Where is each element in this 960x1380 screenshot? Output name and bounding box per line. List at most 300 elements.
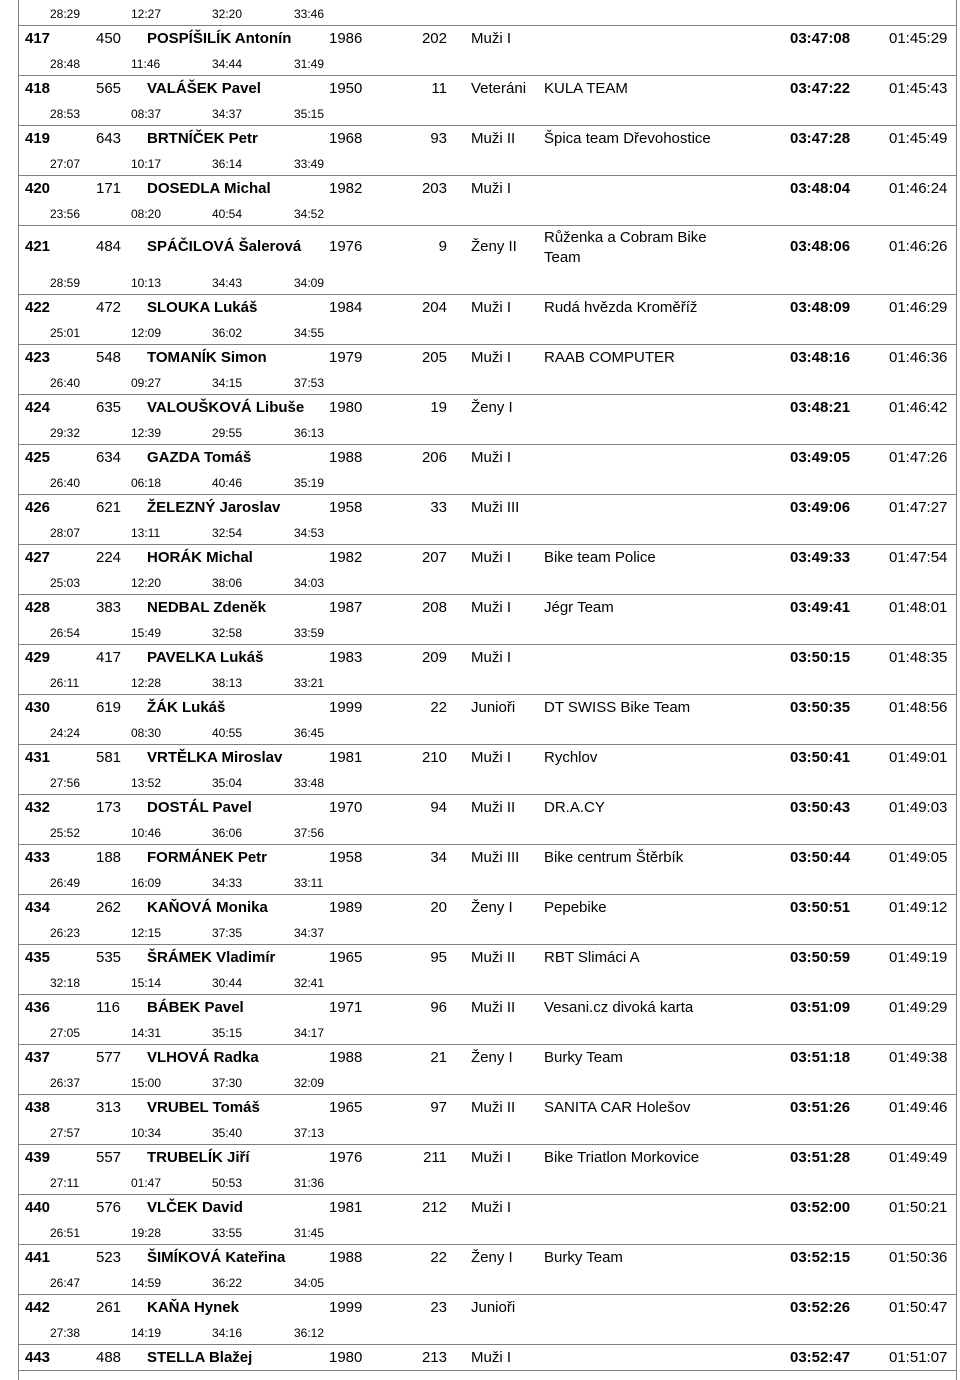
result-row [0,126,960,151]
cell-team: Burky Team [544,1249,623,1266]
cell-place: 443 [25,1349,51,1366]
split-row [0,620,960,645]
cell-time: 03:48:21 [790,399,851,416]
split-row [0,970,960,995]
split-time: 12:20 [131,576,162,590]
cell-year: 1986 [329,30,363,47]
cell-name: STELLA Blažej [147,1349,253,1366]
cell-place: 439 [25,1149,51,1166]
split-time: 34:33 [212,876,243,890]
result-row [0,176,960,201]
split-time: 35:15 [212,1026,243,1040]
cell-name: KAŇOVÁ Monika [147,899,268,916]
result-row [0,1095,960,1120]
cell-bib: 535 [96,949,122,966]
cell-gap: 01:49:38 [889,1049,948,1066]
cell-category: Junioři [471,699,516,716]
split-time: 24:24 [50,726,81,740]
cell-category: Muži II [471,130,516,147]
split-time: 40:46 [212,476,243,490]
cell-name: POSPÍŠILÍK Antonín [147,30,292,47]
cell-bib: 565 [96,80,122,97]
split-time: 28:59 [50,276,81,290]
cell-gap: 01:49:46 [889,1099,948,1116]
split-time: 34:17 [294,1026,325,1040]
split-time: 37:30 [212,1076,243,1090]
split-time: 40:54 [212,207,243,221]
split-time: 26:54 [50,626,81,640]
cell-team: Bike Triatlon Morkovice [544,1149,700,1166]
cell-year: 1980 [329,399,363,416]
cell-name: PAVELKA Lukáš [147,649,264,666]
cell-bib: 188 [96,849,122,866]
split-row [0,101,960,126]
split-time: 35:40 [212,1126,243,1140]
cell-name: TOMANÍK Simon [147,349,267,366]
split-time: 34:16 [212,1326,243,1340]
cell-year: 1971 [329,999,363,1016]
cell-bib: 643 [96,130,122,147]
split-row [0,1170,960,1195]
split-time: 12:15 [131,926,162,940]
result-row [0,345,960,370]
cell-bib: 116 [96,999,120,1016]
split-time: 14:19 [131,1326,162,1340]
cell-time: 03:52:15 [790,1249,851,1266]
split-time: 33:11 [294,876,324,890]
cell-place: 432 [25,799,51,816]
cell-name: DOSTÁL Pavel [147,799,252,816]
cell-cat-rank: 33 [430,499,447,516]
split-time: 37:56 [294,826,325,840]
split-time: 14:31 [131,1026,162,1040]
cell-place: 420 [25,180,51,197]
cell-place: 419 [25,130,51,147]
cell-gap: 01:46:42 [889,399,948,416]
cell-category: Muži I [471,749,512,766]
cell-cat-rank: 209 [421,649,447,666]
cell-category: Muži III [471,849,520,866]
cell-name: ŠIMÍKOVÁ Kateřina [147,1249,286,1266]
cell-category: Ženy I [471,899,513,916]
result-row [0,26,960,51]
cell-year: 1988 [329,449,363,466]
cell-place: 435 [25,949,51,966]
split-time: 15:14 [131,976,162,990]
split-time: 36:06 [212,826,243,840]
cell-cat-rank: 19 [430,399,447,416]
cell-team: RBT Slimáci A [544,949,640,966]
split-3: 32:20 [212,7,243,21]
cell-bib: 634 [96,449,122,466]
split-time: 25:52 [50,826,81,840]
cell-year: 1979 [329,349,363,366]
cell-year: 1982 [329,549,363,566]
split-time: 10:13 [131,276,162,290]
cell-category: Ženy I [471,399,513,416]
cell-category: Muži I [471,349,512,366]
cell-cat-rank: 204 [421,299,447,316]
cell-team: RAAB COMPUTER [544,349,675,366]
cell-time: 03:50:43 [790,799,851,816]
cell-time: 03:50:35 [790,699,851,716]
cell-gap: 01:50:47 [889,1299,948,1316]
split-time: 31:45 [294,1226,325,1240]
cell-bib: 635 [96,399,122,416]
cell-time: 03:51:28 [790,1149,851,1166]
cell-bib: 261 [96,1299,122,1316]
split-time: 36:22 [212,1276,243,1290]
split-row [0,520,960,545]
split-time: 12:28 [131,676,162,690]
cell-time: 03:48:06 [790,238,851,255]
cell-time: 03:50:51 [790,899,851,916]
split-time: 33:21 [294,676,325,690]
cell-team: Bike team Police [544,549,656,566]
cell-team: SANITA CAR Holešov [544,1099,691,1116]
cell-place: 437 [25,1049,51,1066]
split-row [0,1120,960,1145]
row-divider [18,1370,956,1371]
cell-gap: 01:47:26 [889,449,948,466]
cell-bib: 577 [96,1049,122,1066]
cell-gap: 01:49:19 [889,949,948,966]
split-time: 31:36 [294,1176,325,1190]
split-time: 13:11 [131,526,161,540]
cell-name: KAŇA Hynek [147,1299,239,1316]
cell-name: BÁBEK Pavel [147,999,244,1016]
cell-gap: 01:46:26 [889,238,948,255]
cell-name: FORMÁNEK Petr [147,849,268,866]
cell-name: SLOUKA Lukáš [147,299,258,316]
result-row [0,1195,960,1220]
split-time: 27:57 [50,1126,81,1140]
cell-name: BRTNÍČEK Petr [147,130,258,147]
cell-name: VRUBEL Tomáš [147,1099,260,1116]
cell-year: 1999 [329,1299,363,1316]
split-time: 28:53 [50,107,81,121]
split-time: 01:47 [131,1176,162,1190]
cell-name: DOSEDLA Michal [147,180,271,197]
split-2: 12:27 [131,7,162,21]
split-time: 34:37 [294,926,325,940]
split-time: 08:20 [131,207,162,221]
cell-year: 1984 [329,299,363,316]
cell-place: 436 [25,999,51,1016]
cell-cat-rank: 94 [430,799,447,816]
split-time: 34:43 [212,276,243,290]
cell-cat-rank: 208 [421,599,447,616]
cell-gap: 01:48:56 [889,699,948,716]
split-time: 10:17 [131,157,162,171]
split-time: 30:44 [212,976,243,990]
top-split-row [0,5,960,25]
split-time: 26:11 [50,676,80,690]
cell-gap: 01:49:05 [889,849,948,866]
cell-cat-rank: 211 [423,1149,447,1166]
split-time: 35:15 [294,107,325,121]
cell-gap: 01:47:54 [889,549,948,566]
cell-cat-rank: 9 [438,238,447,255]
cell-cat-rank: 206 [421,449,447,466]
split-time: 35:19 [294,476,325,490]
cell-year: 1976 [329,238,363,255]
cell-time: 03:49:05 [790,449,851,466]
cell-year: 1988 [329,1049,363,1066]
cell-place: 425 [25,449,51,466]
cell-time: 03:48:09 [790,299,851,316]
split-time: 34:03 [294,576,325,590]
split-time: 33:59 [294,626,325,640]
cell-category: Muži I [471,649,512,666]
cell-gap: 01:45:43 [889,80,948,97]
cell-category: Muži II [471,949,516,966]
cell-cat-rank: 95 [430,949,447,966]
split-time: 10:46 [131,826,162,840]
split-time: 26:51 [50,1226,81,1240]
result-row [0,795,960,820]
result-row [0,226,960,270]
split-row [0,1270,960,1295]
split-row [0,51,960,76]
cell-time: 03:50:44 [790,849,851,866]
cell-place: 422 [25,299,51,316]
split-time: 27:05 [50,1026,81,1040]
cell-place: 421 [25,238,51,255]
split-row [0,720,960,745]
split-row [0,201,960,226]
split-row [0,320,960,345]
result-row [0,1295,960,1320]
split-time: 33:49 [294,157,325,171]
split-row [0,370,960,395]
split-time: 37:35 [212,926,243,940]
cell-place: 438 [25,1099,51,1116]
split-time: 12:39 [131,426,162,440]
split-time: 37:53 [294,376,325,390]
cell-year: 1965 [329,1099,363,1116]
cell-year: 1981 [329,1199,363,1216]
cell-place: 427 [25,549,51,566]
cell-cat-rank: 202 [421,30,447,47]
split-time: 34:52 [294,207,325,221]
cell-team: Jégr Team [544,599,614,616]
result-row [0,1345,960,1370]
cell-name: VRTĚLKA Miroslav [147,749,283,766]
cell-place: 442 [25,1299,51,1316]
cell-time: 03:52:47 [790,1349,851,1366]
cell-time: 03:51:09 [790,999,851,1016]
cell-time: 03:47:08 [790,30,851,47]
cell-year: 1958 [329,499,363,516]
cell-cat-rank: 22 [430,1249,447,1266]
split-time: 34:37 [212,107,243,121]
split-time: 38:06 [212,576,243,590]
split-time: 27:11 [50,1176,80,1190]
cell-bib: 548 [96,349,122,366]
split-time: 40:55 [212,726,243,740]
cell-cat-rank: 20 [430,899,447,916]
split-time: 28:07 [50,526,81,540]
cell-category: Muži I [471,30,512,47]
cell-place: 417 [25,30,51,47]
cell-year: 1981 [329,749,363,766]
result-row [0,395,960,420]
cell-bib: 619 [96,699,122,716]
cell-bib: 173 [96,799,122,816]
split-time: 37:13 [294,1126,325,1140]
split-time: 25:01 [50,326,81,340]
cell-cat-rank: 210 [421,749,447,766]
cell-gap: 01:49:03 [889,799,948,816]
split-time: 11:46 [131,57,161,71]
cell-year: 1950 [329,80,363,97]
split-time: 06:18 [131,476,162,490]
cell-category: Muži I [471,1349,512,1366]
split-time: 32:58 [212,626,243,640]
cell-bib: 484 [96,238,122,255]
cell-category: Veteráni [471,80,527,97]
cell-gap: 01:45:49 [889,130,948,147]
split-row [0,1320,960,1345]
split-time: 12:09 [131,326,162,340]
split-time: 13:52 [131,776,162,790]
cell-time: 03:47:28 [790,130,851,147]
split-time: 25:03 [50,576,81,590]
cell-gap: 01:47:27 [889,499,948,516]
cell-year: 1989 [329,899,363,916]
cell-year: 1983 [329,649,363,666]
cell-place: 431 [25,749,51,766]
cell-time: 03:50:15 [790,649,851,666]
cell-place: 441 [25,1249,51,1266]
cell-year: 1988 [329,1249,363,1266]
cell-cat-rank: 205 [421,349,447,366]
split-time: 26:49 [50,876,81,890]
cell-gap: 01:48:35 [889,649,948,666]
cell-bib: 576 [96,1199,122,1216]
cell-gap: 01:45:29 [889,30,948,47]
cell-gap: 01:46:36 [889,349,948,366]
cell-cat-rank: 93 [430,130,447,147]
split-time: 15:49 [131,626,162,640]
split-row [0,920,960,945]
split-row [0,820,960,845]
split-time: 10:34 [131,1126,162,1140]
cell-name: ŠRÁMEK Vladimír [147,949,276,966]
cell-category: Muži I [471,549,512,566]
split-row [0,770,960,795]
cell-bib: 472 [96,299,122,316]
cell-team: Burky Team [544,1049,623,1066]
cell-category: Muži I [471,1199,512,1216]
cell-time: 03:51:18 [790,1049,851,1066]
cell-team: Vesani.cz divoká karta [544,999,694,1016]
cell-category: Ženy II [471,238,517,255]
cell-gap: 01:48:01 [889,599,948,616]
cell-cat-rank: 213 [421,1349,447,1366]
split-time: 27:56 [50,776,81,790]
cell-bib: 313 [96,1099,122,1116]
cell-category: Muži I [471,599,512,616]
split-time: 36:12 [294,1326,325,1340]
split-time: 26:23 [50,926,81,940]
cell-category: Muži I [471,1149,512,1166]
cell-category: Junioři [471,1299,516,1316]
cell-year: 1980 [329,1349,363,1366]
split-time: 09:27 [131,376,162,390]
cell-gap: 01:46:29 [889,299,948,316]
cell-cat-rank: 96 [430,999,447,1016]
result-row [0,495,960,520]
split-time: 38:13 [212,676,243,690]
cell-team: Pepebike [544,899,607,916]
cell-bib: 581 [96,749,122,766]
cell-year: 1965 [329,949,363,966]
cell-team: KULA TEAM [544,80,628,97]
cell-name: SPÁČILOVÁ Šalerová [147,238,302,255]
result-row [0,1245,960,1270]
cell-category: Muži III [471,499,520,516]
cell-year: 1958 [329,849,363,866]
split-time: 23:56 [50,207,81,221]
split-row [0,420,960,445]
cell-category: Muži II [471,1099,516,1116]
cell-cat-rank: 11 [431,80,447,97]
split-time: 34:09 [294,276,325,290]
split-time: 33:48 [294,776,325,790]
cell-time: 03:52:00 [790,1199,851,1216]
split-row [0,670,960,695]
cell-name: ŽELEZNÝ Jaroslav [147,499,281,516]
cell-year: 1982 [329,180,363,197]
cell-cat-rank: 207 [421,549,447,566]
cell-year: 1999 [329,699,363,716]
cell-bib: 262 [96,899,122,916]
cell-team: Rudá hvězda Kroměříž [544,299,698,316]
cell-place: 429 [25,649,51,666]
cell-cat-rank: 34 [430,849,447,866]
split-time: 35:04 [212,776,243,790]
split-time: 26:40 [50,476,81,490]
cell-team: Bike centrum Štěrbík [544,849,684,866]
cell-gap: 01:49:29 [889,999,948,1016]
split-row [0,1220,960,1245]
result-row [0,545,960,570]
cell-time: 03:52:26 [790,1299,851,1316]
split-time: 33:55 [212,1226,243,1240]
cell-name: VLHOVÁ Radka [147,1049,259,1066]
split-time: 28:48 [50,57,81,71]
cell-place: 440 [25,1199,51,1216]
cell-category: Ženy I [471,1049,513,1066]
cell-name: TRUBELÍK Jiří [147,1149,250,1166]
cell-category: Muži I [471,449,512,466]
split-1: 28:29 [50,7,81,21]
result-row [0,945,960,970]
cell-cat-rank: 203 [421,180,447,197]
split-time: 32:18 [50,976,81,990]
cell-place: 423 [25,349,51,366]
split-time: 32:54 [212,526,243,540]
cell-team: Růženka a Cobram Bike Team [544,229,707,266]
split-time: 15:00 [131,1076,162,1090]
result-row [0,695,960,720]
cell-bib: 224 [96,549,122,566]
split-time: 16:09 [131,876,162,890]
result-row [0,645,960,670]
cell-bib: 417 [96,649,122,666]
